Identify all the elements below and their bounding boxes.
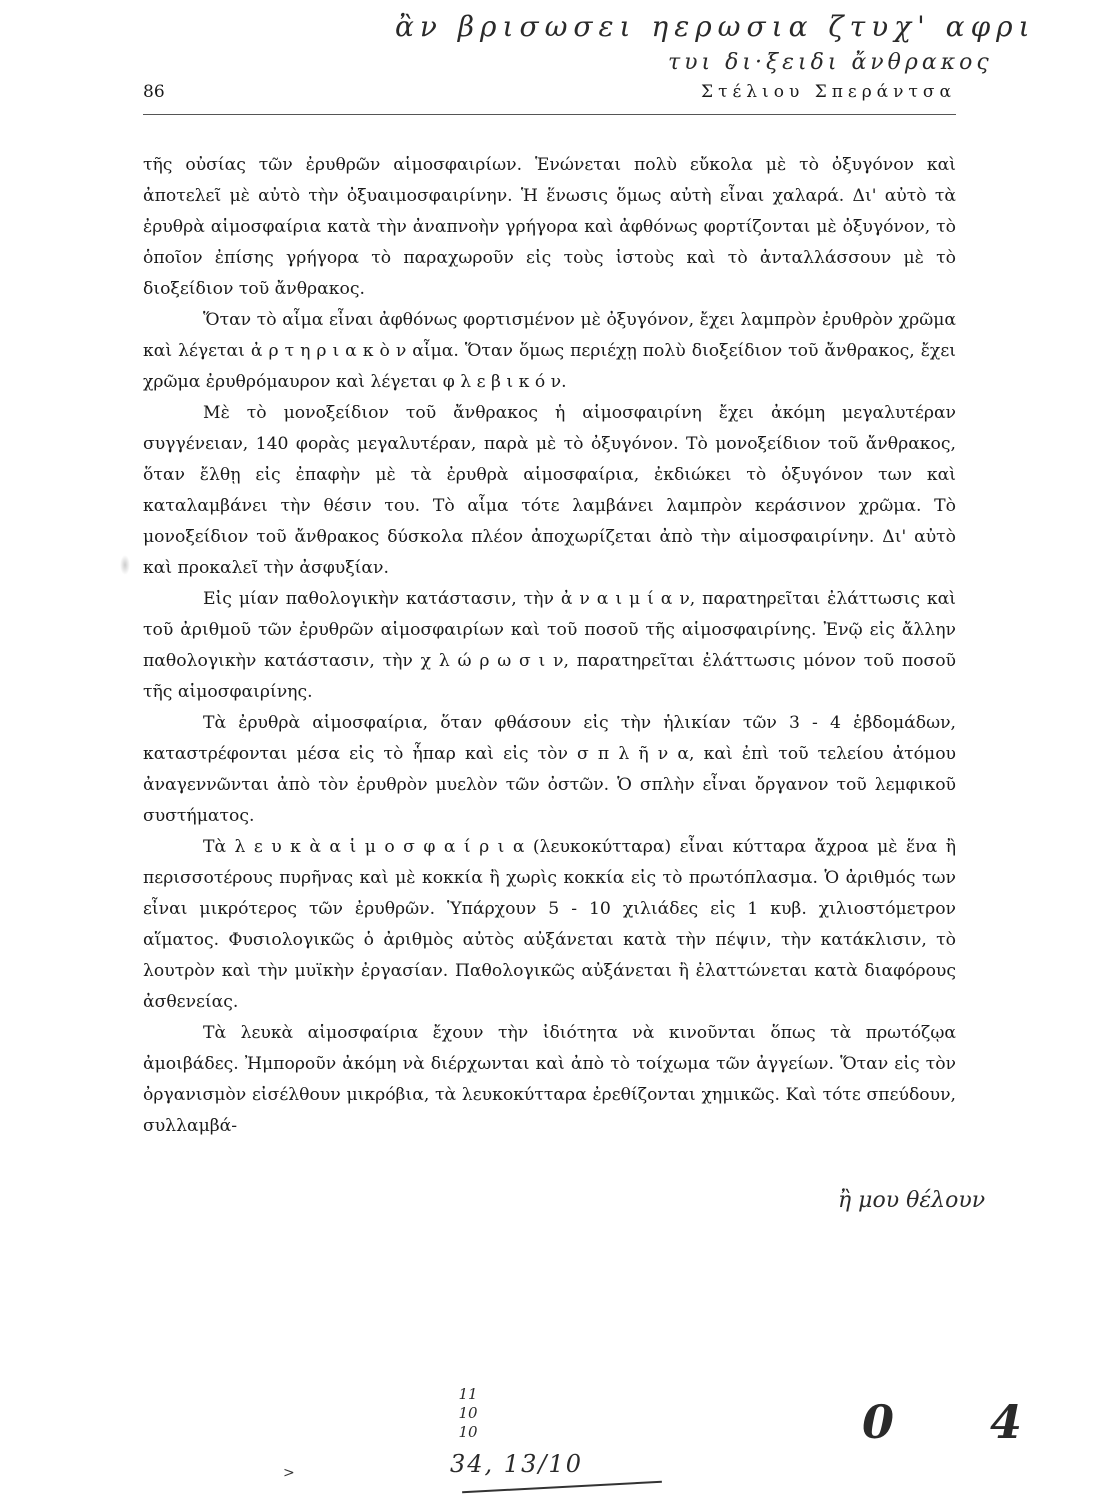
handwritten-bottom-date: 34, 13/10 bbox=[450, 1450, 583, 1478]
handwritten-margin-note: ἢ μου θέλουν bbox=[838, 1188, 986, 1213]
page-number: 86 bbox=[143, 82, 165, 102]
handwritten-bottom-marks: 0 4 bbox=[862, 1395, 1063, 1449]
handwritten-note-top-line-1: ἂν βρισωσει ηερωσια ζτυχ' αφρι bbox=[395, 10, 1036, 43]
page-header bbox=[143, 78, 956, 115]
handwritten-bottom-numbers: 11 10 10 bbox=[458, 1385, 478, 1441]
paragraph-1: τῆς οὐσίας τῶν ἐρυθρῶν αἱμοσφαιρίων. Ἑνώνεται πολὺ εὔκολα μὲ τὸ ὀξυγόνον καὶ ἀποτελεῖ μὲ αὐτὸ τὴν ὀξυαιμοσφαιρίνην. Ἡ ἕνωσις ὅμως αὐτὴ εἶναι χαλαρά. Δι' αὐτὸ τὰ ἐρυθρὰ αἱμοσφαίρια κατὰ τὴν ἀναπνοὴν γρήγορα καὶ ἀφθόνως φορτίζονται μὲ ὀξυγόνον, τὸ ὁποῖον ἐπίσης γρήγορα τὸ παραχωροῦν εἰς τοὺς ἱστοὺς καὶ τὸ ἀνταλλάσσουν μὲ τὸ διοξείδιον τοῦ ἄνθρακος. bbox=[143, 155, 956, 299]
paragraph-5: Τὰ ἐρυθρὰ αἱμοσφαίρια, ὅταν φθάσουν εἰς τὴν ἡλικίαν τῶν 3 - 4 ἑβδομάδων, καταστρέφονται μέσα εἰς τὸ ἧπαρ καὶ εἰς τὸν σ π λ ῆ ν α, καὶ ἐπὶ τοῦ τελείου ἀτόμου ἀναγεννῶνται ἀπὸ τὸν ἐρυθρὸν μυελὸν τῶν ὀστῶν. Ὁ σπλὴν εἶναι ὄργανον τοῦ λεμφικοῦ συστήματος. bbox=[143, 713, 956, 826]
paragraph-2: Ὅταν τὸ αἷμα εἶναι ἀφθόνως φορτισμένον μὲ ὀξυγόνον, ἔχει λαμπρὸν ἐρυθρὸν χρῶμα καὶ λέγεται ἀ ρ τ η ρ ι α κ ὸ ν αἷμα. Ὅταν ὅμως περιέχῃ πολὺ διοξείδιον τοῦ ἄνθρακος, ἔχει χρῶμα ἐρυθρόμαυρον καὶ λέγεται φ λ ε β ι κ ό ν. bbox=[143, 310, 956, 392]
arrow-mark-icon: > bbox=[283, 1465, 295, 1481]
pen-stroke-divider bbox=[462, 1481, 662, 1493]
paragraph-7: Τὰ λευκὰ αἱμοσφαίρια ἔχουν τὴν ἰδιότητα νὰ κινοῦνται ὅπως τὰ πρωτόζῳα ἀμοιβάδες. Ἠμποροῦν ἀκόμη νὰ διέρχωνται καὶ ἀπὸ τὸ τοίχωμα τῶν ἀγγείων. Ὅταν εἰς τὸν ὀργανισμὸν εἰσέλθουν μικρόβια, τὰ λευκοκύτταρα ἐρεθίζονται χημικῶς. Καὶ τότε σπεύδουν, συλλαμβά- bbox=[143, 1023, 956, 1136]
paragraph-3: Μὲ τὸ μονοξείδιον τοῦ ἄνθρακος ἡ αἱμοσφαιρίνη ἔχει ἀκόμη μεγαλυτέραν συγγένειαν, 140 φορὰς μεγαλυτέραν, παρὰ μὲ τὸ ὀξυγόνον. Τὸ μονοξείδιον τοῦ ἄνθρακος, ὅταν ἔλθῃ εἰς ἐπαφὴν μὲ τὰ ἐρυθρὰ αἱμοσφαίρια, ἐκδιώκει τὸ ὀξυγόνον των καὶ καταλαμβάνει τὴν θέσιν του. Τὸ αἷμα τότε λαμβάνει λαμπρὸν κεράσινον χρῶμα. Τὸ μονοξείδιον τοῦ ἄνθρακος δύσκολα πλέον ἀποχωρίζεται ἀπὸ τὴν αἱμοσφαιρίνην. Δι' αὐτὸ καὶ προκαλεῖ τὴν ἀσφυξίαν. bbox=[143, 403, 956, 578]
body-text bbox=[143, 150, 956, 1142]
page-stain bbox=[120, 555, 130, 575]
paragraph-4: Εἰς μίαν παθολογικὴν κατάστασιν, τὴν ἀ ν α ι μ ί α ν, παρατηρεῖται ἐλάττωσις καὶ τοῦ ἀριθμοῦ τῶν ἐρυθρῶν αἱμοσφαιρίων καὶ τοῦ ποσοῦ τῆς αἱμοσφαιρίνης. Ἐνῷ εἰς ἄλλην παθολογικὴν κατάστασιν, τὴν χ λ ώ ρ ω σ ι ν, παρατηρεῖται ἐλάττωσις μόνον τοῦ ποσοῦ τῆς αἱμοσφαιρίνης. bbox=[143, 589, 956, 702]
paragraph-6: Τὰ λ ε υ κ ὰ α ἱ μ ο σ φ α ί ρ ι α (λευκοκύτταρα) εἶναι κύτταρα ἄχροα μὲ ἕνα ἢ περισσοτέρους πυρῆνας καὶ μὲ κοκκία ἢ χωρὶς κοκκία εἰς τὸ πρωτόπλασμα. Ὁ ἀριθμός των εἶναι μικρότερος τῶν ἐρυθρῶν. Ὑπάρχουν 5 - 10 χιλιάδες εἰς 1 κυβ. χιλιοστόμετρον αἵματος. Φυσιολογικῶς ὁ ἀριθμὸς αὐτὸς αὐξάνεται κατὰ τὴν πέψιν, τὴν κατάκλισιν, τὸ λουτρὸν καὶ τὴν μυϊκὴν ἐργασίαν. Παθολογικῶς αὐξάνεται ἢ ἐλαττώνεται κατὰ διαφόρους ἀσθενείας. bbox=[143, 837, 956, 1012]
handwritten-note-top-line-2: τυι δι·ξειδι ἄνθρακος bbox=[668, 50, 993, 75]
running-head: Στέλιου Σπεράντσα bbox=[701, 82, 956, 102]
